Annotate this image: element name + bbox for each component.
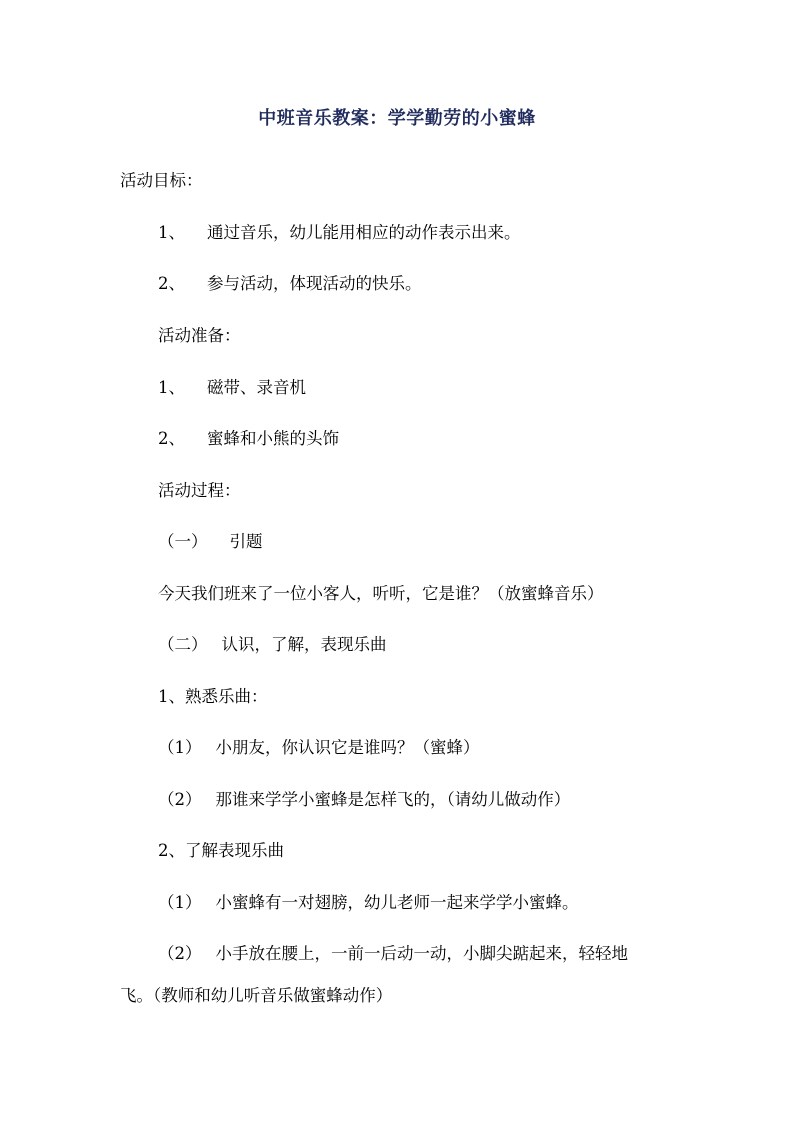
prep-item-text: 蜜蜂和小熊的头饰: [207, 429, 339, 448]
document-title: 中班音乐教案：学学勤劳的小蜜蜂: [258, 108, 536, 129]
item-text: 那谁来学学小蜜蜂是怎样飞的，（请幼儿做动作）: [215, 790, 571, 809]
section-title: 认识，了解，表现乐曲: [221, 635, 387, 654]
section-number: （二）: [158, 635, 208, 654]
prep-item-text: 磁带、录音机: [207, 378, 306, 397]
section-one: [158, 531, 263, 553]
prep-item-number: 2、: [158, 429, 185, 448]
goal-item-1: [158, 222, 521, 244]
goal-item-text: 参与活动，体现活动的快乐。: [207, 274, 422, 293]
know-item-1: [158, 892, 579, 914]
familiar-heading: 1、熟悉乐曲：: [158, 687, 268, 706]
prep-item-2: [158, 428, 339, 450]
goal-item-2: [158, 273, 422, 295]
goal-item-number: 1、: [158, 223, 185, 242]
process-heading: 活动过程：: [158, 481, 241, 500]
item-text: 小朋友，你认识它是谁吗？（蜜蜂）: [215, 738, 480, 757]
goal-heading: 活动目标：: [120, 171, 203, 190]
know-item-2: [158, 943, 628, 965]
prep-item-number: 1、: [158, 378, 185, 397]
item-text: 小蜜蜂有一对翅膀，幼儿老师一起来学学小蜜蜂。: [215, 893, 579, 912]
prep-heading: 活动准备：: [158, 326, 241, 345]
prep-item-1: [158, 377, 306, 399]
item-number: （2）: [158, 944, 202, 963]
familiar-item-1: [158, 737, 480, 759]
intro-paragraph: 今天我们班来了一位小客人，听听，它是谁？（放蜜蜂音乐）: [158, 584, 604, 603]
section-two: [158, 634, 387, 656]
know-item-2-continuation: 飞。（教师和幼儿听音乐做蜜蜂动作）: [120, 986, 393, 1005]
section-number: （一）: [158, 532, 208, 551]
goal-item-text: 通过音乐，幼儿能用相应的动作表示出来。: [207, 223, 521, 242]
goal-item-number: 2、: [158, 274, 185, 293]
know-heading: 2、了解表现乐曲: [158, 841, 284, 860]
item-number: （1）: [158, 893, 202, 912]
item-text: 小手放在腰上，一前一后动一动，小脚尖踮起来，轻轻地: [215, 944, 628, 963]
item-number: （1）: [158, 738, 202, 757]
section-title: 引题: [229, 532, 263, 551]
item-number: （2）: [158, 790, 202, 809]
familiar-item-2: [158, 789, 570, 811]
